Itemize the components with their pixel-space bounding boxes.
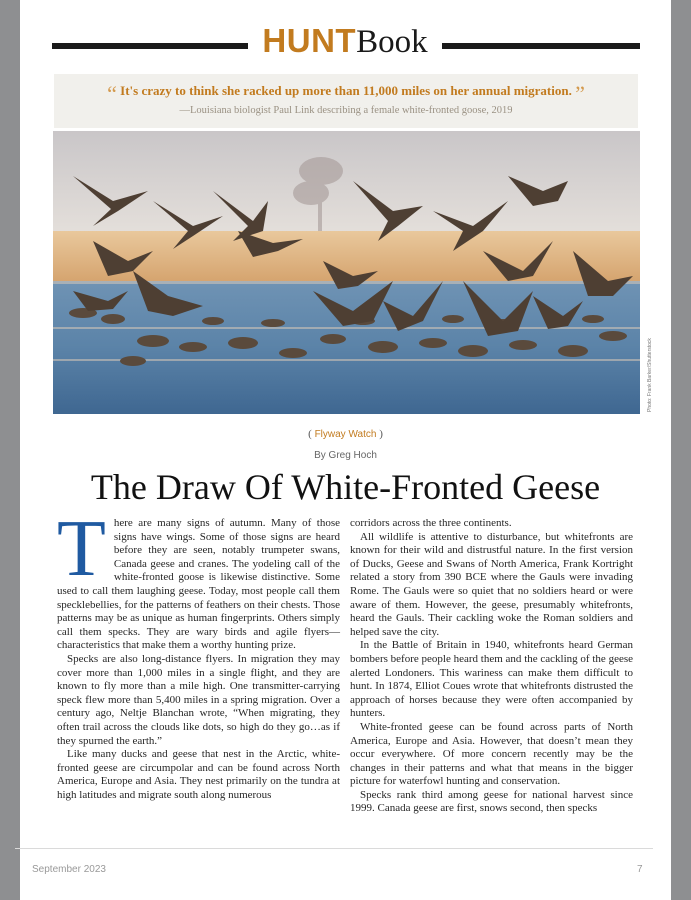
pullquote-text: It's crazy to think she racked up more than 11,000 miles on her annual migration. <box>120 83 572 98</box>
department-bracket-open: ( <box>308 428 315 440</box>
photo-credit: Photo: Frank Barker/Shutterstock <box>647 338 653 412</box>
footer-divider <box>15 848 653 849</box>
article-column-left <box>57 505 340 802</box>
department-label <box>20 428 671 440</box>
pullquote <box>54 81 638 106</box>
article-paragraph: White-fronted geese can be found across parts of North America, Europe and Asia. However, that doesn’t mean they occur everywhere. Of more concern recently may be the changes in their patterns and what that means in the bigger picture for waterfowl hunting and conservation. <box>350 720 633 788</box>
paragraph-text: here are many signs of autumn. Many of those signs have wings. Some of those signs are heard before they are seen, notably trumpeter swans, Canada geese and cranes. The yodeling call of the white-fronted goose is likewise distinctive. Some used to call them laughing geese. Today, most people call them specklebellies, for the patterns of feathers on their chests. Those patterns may be as unique as human fingerprints. Others simply call them specks. They are wary birds and agile flyers—characteristics that make them a worthy hunting prize. <box>57 517 340 652</box>
article-paragraph: corridors across the three continents. <box>350 517 512 529</box>
article-column-right <box>350 517 633 816</box>
article-paragraph: All wildlife is attentive to disturbance, but whitefronts are known for their wild and distrustful nature. In the first version of Ducks, Geese and Swans of North America, Frank Kortright related a story from 390 BCE where the Gauls were invading Rome. The Gauls were so quiet that no soldiers heard or were aware of them. However, the geese, presumably whitefronts, heard the Gauls. Their cackling woke the Roman soldiers and helped save the city. <box>350 530 633 638</box>
article-paragraph <box>57 505 340 653</box>
pullquote-box <box>54 74 638 128</box>
masthead-book: Book <box>356 24 428 60</box>
footer-date: September 2023 <box>32 864 106 875</box>
article-paragraph: Specks rank third among geese for national harvest since 1999. Canada geese are first, snows second, then specks <box>350 788 633 815</box>
headline: The Draw Of White-Fronted Geese <box>90 467 601 507</box>
masthead-rule-left <box>52 43 248 49</box>
masthead-hunt: HUNT <box>262 22 357 59</box>
drop-cap: T <box>57 505 106 593</box>
footer-page-number: 7 <box>637 864 643 875</box>
open-quote-icon: “ <box>107 81 117 106</box>
department-bracket-close: ) <box>376 428 383 440</box>
masthead <box>52 22 640 60</box>
masthead-title <box>248 23 442 60</box>
article-paragraph: In the Battle of Britain in 1940, whitefronts heard German bombers before people heard them and the cackling of the geese alerted Londoners. This wariness can make them difficult to hunt. In 1874, Elliot Coues wrote that whitefronts distrusted the approach of horses because they were often accompanied by hunters. <box>350 639 633 720</box>
article-paragraph: Like many ducks and geese that nest in the Arctic, white-fronted geese are circumpolar and can be found across North America, Europe and Asia. They nest primarily on the tundra at high latitudes and migrate south along numerous <box>57 748 340 801</box>
pullquote-attribution: —Louisiana biologist Paul Link describing a female white-fronted goose, 2019 <box>179 105 513 116</box>
geese-photo <box>53 131 640 414</box>
article-paragraph: Specks are also long-distance flyers. In migration they may cover more than 1,000 miles in a single flight, and they are known to fly more than a mile high. One transmitter-carrying speck flew more than 5,400 miles in a spring migration. Over a century ago, Neltje Blanchan wrote, “When migrating, they often trail across the clouds like dots, so high do they go…as if they spurned the earth.” <box>57 652 340 747</box>
masthead-rule-right <box>442 43 640 49</box>
department-name: Flyway Watch <box>314 429 377 440</box>
magazine-page <box>20 0 671 900</box>
close-quote-icon: ” <box>575 81 585 106</box>
byline: By Greg Hoch <box>314 450 377 461</box>
